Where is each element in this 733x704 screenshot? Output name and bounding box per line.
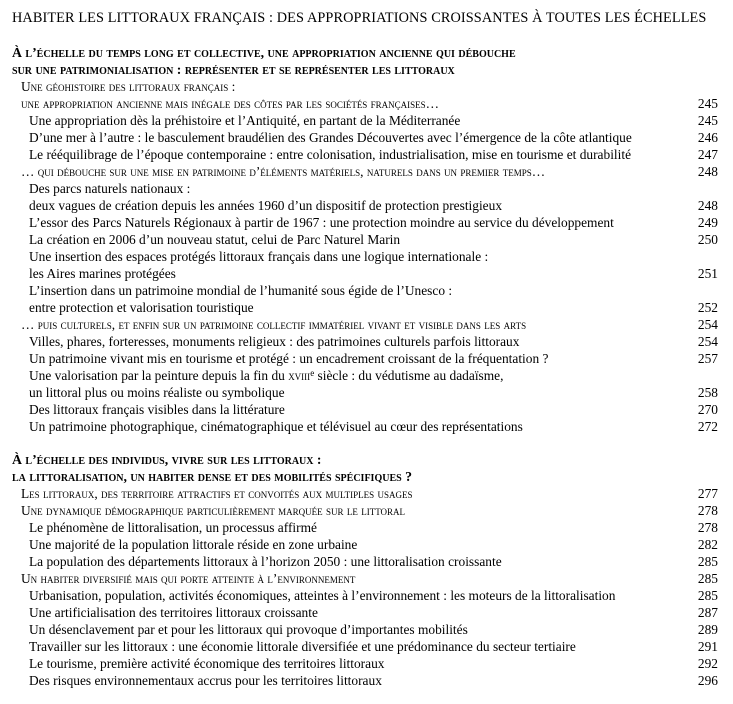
toc-row [12,197,718,214]
toc-page-number: 250 [697,232,718,247]
toc-row [12,587,718,604]
toc-row [12,282,718,299]
toc-entry-text [29,367,503,384]
toc-entry-text: un littoral plus ou moins réaliste ou symbolique [29,385,285,400]
toc-row [12,451,718,468]
toc-entry-text-part: xviii [288,368,311,383]
toc-entry-text: la littoralisation, un habiter dense et des mobilités spécifiques ? [12,469,413,484]
toc-entry-text: Une dynamique démographique particulièrement marquée sur le littoral [21,503,406,518]
toc-row [12,163,718,180]
toc-page-number: 246 [697,130,718,145]
toc-entry-text: Les littoraux, des territoire attractifs et convoités aux multiples usages [21,486,413,501]
toc-entry-text: L’insertion dans un patrimoine mondial de l’humanité sous égide de l’Unesco : [29,283,453,298]
toc-row [12,333,718,350]
toc-page-number: 254 [697,334,718,349]
toc-row [12,621,718,638]
toc-row [12,604,718,621]
toc-row [12,502,718,519]
toc-page-number: 245 [697,96,718,111]
toc-entry-text: Une insertion des espaces protégés littoraux français dans une logique internationale : [29,249,489,264]
toc-row [12,129,718,146]
toc-page-number: 245 [697,113,718,128]
toc-row [12,231,718,248]
toc-entry-text: Travailler sur les littoraux : une économie littorale diversifiée et une prédominance du secteur tertiaire [29,639,576,654]
toc-entry-text: Un désenclavement par et pour les littoraux qui provoque d’importantes mobilités [29,622,468,637]
toc-entry-text: D’une mer à l’autre : le basculement braudélien des Grandes Découvertes avec l’émergence de la côte atlantique [29,130,632,145]
toc-row [12,299,718,316]
toc-entry-text: Le phénomène de littoralisation, un processus affirmé [29,520,317,535]
toc-page-number: 278 [697,503,718,518]
toc-row [12,78,718,95]
toc-entry-text: deux vagues de création depuis les années 1960 d’un dispositif de protection prestigieux [29,198,503,213]
toc-entry-text: Une artificialisation des territoires littoraux croissante [29,605,318,620]
toc-entry-text: … puis culturels, et enfin sur un patrimoine collectif immatériel vivant et visible dans les arts [21,317,527,332]
toc-entry-text: … qui débouche sur une mise en patrimoine d’éléments matériels, naturels dans un premier temps… [21,164,546,179]
toc-row [12,536,718,553]
toc-page-number: 248 [697,164,718,179]
toc-entry-text: Une géohistoire des littoraux français : [21,79,236,94]
toc-row [12,570,718,587]
toc-entry-text: Des littoraux français visibles dans la littérature [29,402,285,417]
toc-page-number: 247 [697,147,718,162]
toc-page-number: 258 [697,385,718,400]
toc-row [12,655,718,672]
toc-row [12,553,718,570]
toc-row [12,248,718,265]
toc-entry-text: Des parcs naturels nationaux : [29,181,191,196]
toc-row [12,112,718,129]
toc-page-number: 285 [697,571,718,586]
toc-entry-text: Une majorité de la population littorale réside en zone urbaine [29,537,358,552]
toc-page-number: 291 [697,639,718,654]
toc-entry-text: Un patrimoine vivant mis en tourisme et protégé : un encadrement croissant de la fréquentation ? [29,351,549,366]
toc-list [12,44,718,689]
toc-page-number: 254 [697,317,718,332]
toc-page-number: 287 [697,605,718,620]
toc-entry-text-part: siècle : du védutisme au dadaïsme, [314,368,504,383]
page-title: HABITER LES LITTORAUX FRANÇAIS : DES APPROPRIATIONS CROISSANTES À TOUTES LES ÉCHELLES [12,10,707,26]
toc-row [12,384,718,401]
toc-row [12,468,718,485]
toc-row [12,672,718,689]
toc-page-number: 292 [697,656,718,671]
toc-row [12,44,718,61]
toc-row [12,180,718,197]
toc-entry-text: les Aires marines protégées [29,266,176,281]
toc-entry-text: À l’échelle du temps long et collective, une appropriation ancienne qui débouche [12,45,516,60]
toc-page-number: 249 [697,215,718,230]
toc-page-number: 282 [697,537,718,552]
toc-entry-text: Villes, phares, forteresses, monuments religieux : des patrimoines culturels parfois littoraux [29,334,520,349]
toc-page-number: 285 [697,554,718,569]
toc-page-number: 296 [697,673,718,688]
toc-entry-text: Des risques environnementaux accrus pour les territoires littoraux [29,673,382,688]
toc-page-number: 285 [697,588,718,603]
toc-entry-text-part: Une valorisation par la peinture depuis la fin du [29,368,289,383]
toc-entry-text: Urbanisation, population, activités économiques, atteintes à l’environnement : les moteurs de la littoralisation [29,588,616,603]
toc-entry-text: une appropriation ancienne mais inégale des côtes par les sociétés françaises… [21,96,440,111]
toc-page-number: 248 [697,198,718,213]
toc-entry-text: Le tourisme, première activité économique des territoires littoraux [29,656,385,671]
toc-row [12,61,718,78]
toc-row [12,519,718,536]
toc-entry-text-part: e [310,368,315,378]
toc-entry-text: La population des départements littoraux à l’horizon 2050 : une littoralisation croissante [29,554,502,569]
toc-page-number: 251 [697,266,718,281]
toc-row [12,95,718,112]
toc-entry-text: L’essor des Parcs Naturels Régionaux à partir de 1967 : une protection moindre au service du développement [29,215,614,230]
toc-row [12,146,718,163]
toc-entry-text: entre protection et valorisation touristique [29,300,254,315]
toc-row [12,401,718,418]
toc-page-number: 257 [697,351,718,366]
toc-entry-text: sur une patrimonialisation : représenter et se représenter les littoraux [12,62,455,77]
toc-page-number: 278 [697,520,718,535]
toc-page-number: 270 [697,402,718,417]
toc-entry-text: Un habiter diversifié mais qui porte atteinte à l’environnement [21,571,356,586]
toc-page-number: 289 [697,622,718,637]
toc-entry-text: Le rééquilibrage de l’époque contemporaine : entre colonisation, industrialisation, mise en tourisme et durabilité [29,147,632,162]
toc-page-number: 252 [697,300,718,315]
toc-row [12,485,718,502]
toc-entry-text: Un patrimoine photographique, cinématographique et télévisuel au cœur des représentations [29,419,523,434]
toc-row [12,638,718,655]
toc-row [12,316,718,333]
toc-page-number: 277 [697,486,718,501]
toc-entry-text: La création en 2006 d’un nouveau statut, celui de Parc Naturel Marin [29,232,401,247]
toc-row [12,214,718,231]
toc-row [12,418,718,435]
toc-entry-text: À l’échelle des individus, vivre sur les littoraux : [12,452,322,467]
toc-row [12,367,718,384]
toc-page-number: 272 [697,419,718,434]
toc-row [12,265,718,282]
toc-row [12,350,718,367]
toc-entry-text: Une appropriation dès la préhistoire et l’Antiquité, en partant de la Méditerranée [29,113,461,128]
